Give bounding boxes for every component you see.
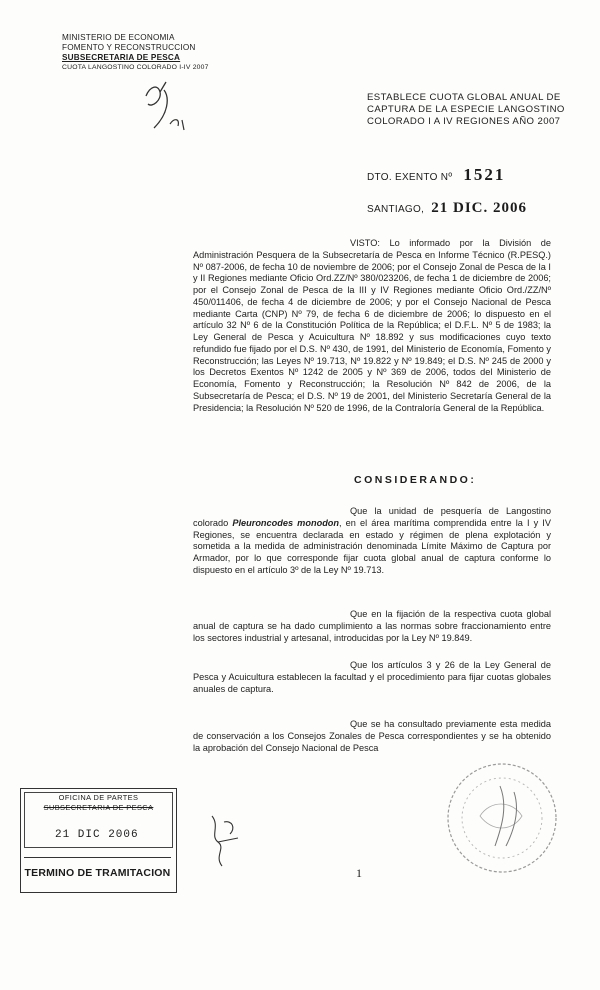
stamp-line-1: OFICINA DE PARTES	[58, 793, 139, 802]
decree-title: ESTABLECE CUOTA GLOBAL ANUAL DE CAPTURA DE LA ESPECIE LANGOSTINO COLORADO I A IV REGIONES AÑO 2007	[367, 92, 565, 127]
handwritten-initials	[140, 78, 190, 133]
page-number: 1	[356, 866, 362, 880]
document-reference: CUOTA LANGOSTINO COLORADO I-IV 2007	[62, 64, 209, 71]
considerando-paragraph-3	[193, 660, 551, 695]
considerando-1-lead: Que la unidad de pesquería de Langostino colorado	[193, 506, 551, 528]
stamp-line-2: SUBSECRETARIA DE PESCA	[43, 802, 154, 812]
decree-number: 1521	[463, 165, 506, 184]
considerando-paragraph-4	[193, 719, 551, 754]
considerando-paragraph-1	[193, 506, 551, 577]
species-name: Pleuroncodes monodon	[232, 517, 340, 528]
considerando-heading: CONSIDERANDO:	[354, 474, 477, 486]
place: SANTIAGO,	[367, 204, 425, 215]
decree-number-line	[367, 165, 505, 185]
considerando-2-text: Que en la fijación de la respectiva cuota global anual de captura se ha dado cumplimiento a las normas sobre fraccionamiento entre los sectores industrial y artesanal, introducidas por la Ley Nº 19.849.	[193, 609, 551, 643]
signature-mark	[206, 812, 246, 872]
considerando-3-text: Que los artículos 3 y 26 de la Ley General de Pesca y Acuicultura establecen la facultad y el procedimiento para fijar cuotas globales anuales de captura.	[193, 660, 551, 694]
official-seal	[440, 756, 565, 881]
ministry-header	[62, 33, 209, 73]
place-date-line	[367, 200, 527, 217]
visto-paragraph	[193, 238, 551, 414]
decree-date: 21 DIC. 2006	[431, 200, 528, 216]
considerando-4-text: Que se ha consultado previamente esta medida de conservación a los Consejos Zonales de Pesca correspondientes y se ha obtenido la aprobación del Consejo Nacional de Pesca	[193, 719, 551, 753]
stamp-date: 21 DIC 2006	[55, 829, 139, 841]
stamp-footer: TERMINO DE TRAMITACION	[24, 857, 171, 888]
ministry-line-1: MINISTERIO DE ECONOMIA	[62, 33, 175, 42]
visto-text: VISTO: Lo informado por la División de Administración Pesquera de la Subsecretaría de Pesca en Informe Técnico (R.PESQ.) Nº 087-2006, de fecha 10 de noviembre de 2006; por el Consejo Zonal de Pesca de la I y II Regiones mediante Oficio Ord.ZZ/Nº 380/023206, de fecha 1 de diciembre de 2006; por el Consejo Zonal de Pesca de la III y IV Regiones mediante Oficio Ord./ZZ/Nº 450/011406, de fecha 4 de diciembre de 2006; y por el Consejo Nacional de Pesca mediante Carta (CNP) Nº 79, de fecha 6 de diciembre de 2006; lo dispuesto en el artículo 32 Nº 6 de la Constitución Política de la República; el D.F.L. Nº 5 de 1983; la Ley General de Pesca y Acuicultura Nº 18.892 y sus modificaciones cuyo texto refundido fue fijado por el D.S. Nº 430, de 1991, del Ministerio de Economía, Fomento y Reconstrucción; las Leyes Nº 19.713, Nº 19.822 y Nº 19.849; el D.S. Nº 245 de 2000 y los Decretos Exentos Nº 1242 de 2005 y Nº 369 de 2006, todos del Ministerio de Economía, Fomento y Reconstrucción; la Resolución Nº 842 de 2006, de la Subsecretaría de Pesca; el D.S. Nº 19 de 2001, del Ministerio Secretaría General de la Presidencia; la Resolución Nº 520 de 1996, de la Contraloría General de la República.	[193, 238, 551, 413]
considerando-1-rest: , en el área marítima comprendida entre la I y IV Regiones, se encuentra declarada en estado y régimen de plena explotación y sometida a la medida de administración denominada Límite Máximo de Captura por Armador, por lo que corresponde fijar cuota global anual de captura conforme lo dispuesto en el artículo 3º de la Ley Nº 19.713.	[193, 517, 551, 575]
subsecretaria-name: SUBSECRETARIA DE PESCA	[62, 53, 181, 62]
ministry-line-2: FOMENTO Y RECONSTRUCCION	[62, 43, 196, 52]
considerando-paragraph-2	[193, 609, 551, 644]
decree-label: DTO. EXENTO Nº	[367, 172, 453, 183]
